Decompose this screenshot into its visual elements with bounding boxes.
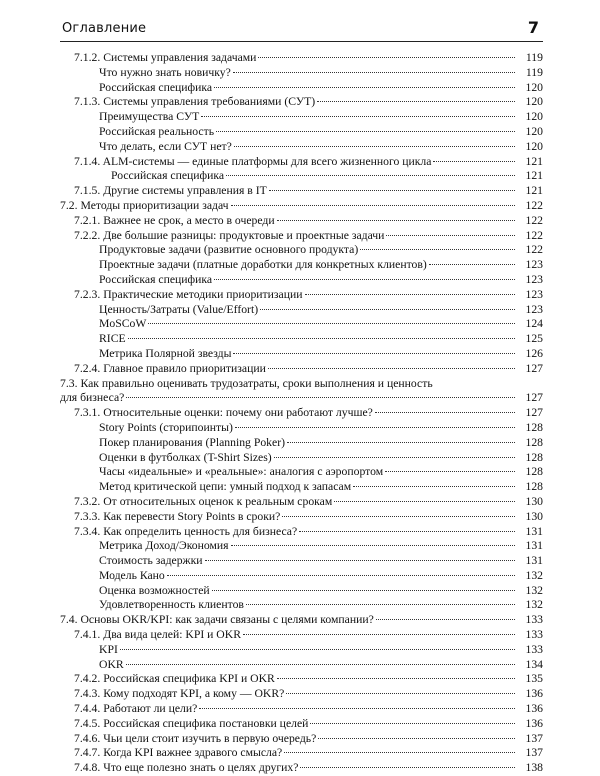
toc-entry-title: 7.2.4. Главное правило приоритизации <box>74 361 266 375</box>
toc-entry[interactable] <box>60 258 543 273</box>
dot-leader <box>128 338 515 339</box>
page-header <box>60 18 545 40</box>
dot-leader <box>274 457 515 458</box>
page-number: 7 <box>527 18 539 37</box>
toc-entry[interactable] <box>60 702 543 717</box>
toc-entry[interactable] <box>60 229 543 244</box>
toc-entry[interactable] <box>60 81 543 96</box>
toc-entry-title: 7.4. Основы OKR/KPI: как задачи связаны с целями компании? <box>60 613 374 627</box>
toc-entry-title: 7.2. Методы приоритизации задач <box>60 198 229 212</box>
toc-entry-title: Метод критической цепи: умный подход к запасам <box>99 480 352 494</box>
toc-entry[interactable] <box>60 243 543 258</box>
toc-entry[interactable] <box>60 377 543 407</box>
toc-entry-title: MoSCoW <box>99 317 147 331</box>
toc-entry[interactable] <box>60 110 543 125</box>
toc-entry[interactable] <box>60 347 543 362</box>
toc-entry-title: Покер планирования (Planning Poker) <box>99 435 285 449</box>
dot-leader <box>231 205 515 206</box>
toc-entry-title: 7.1.3. Системы управления требованиями (СУТ) <box>74 95 316 109</box>
dot-leader <box>300 767 515 768</box>
toc-entry-title: 7.1.2. Системы управления задачами <box>74 51 257 64</box>
toc-entry-title-line: 7.3. Как правильно оценивать трудозатраты, сроки выполнения и ценность <box>60 376 433 390</box>
toc-entry-title: Модель Кано <box>99 568 165 582</box>
dot-leader <box>353 486 515 487</box>
toc-entry-title: OKR <box>99 657 124 671</box>
toc-entry[interactable] <box>60 746 543 761</box>
dot-leader <box>246 604 515 605</box>
running-title: Оглавление <box>62 21 147 36</box>
dot-leader <box>376 619 515 620</box>
toc-entry-title: 7.2.1. Важнее не срок, а место в очереди <box>74 213 275 227</box>
toc-entry[interactable] <box>60 480 543 495</box>
toc-entry-page: 126 <box>525 346 543 360</box>
toc-entry[interactable] <box>60 125 543 140</box>
dot-leader <box>277 678 515 679</box>
toc-entry-page: 119 <box>525 65 543 79</box>
toc-entry[interactable] <box>60 169 543 184</box>
toc-entry-title: Оценки в футболках (T-Shirt Sizes) <box>99 450 272 464</box>
toc-entry-title: 7.4.7. Когда KPI важнее здравого смысла? <box>74 746 283 760</box>
toc-entry[interactable] <box>60 155 543 170</box>
toc-entry[interactable] <box>60 288 543 303</box>
toc-entry-page: 138 <box>525 761 543 775</box>
toc-entry-page: 121 <box>525 169 543 183</box>
toc-entry-page: 130 <box>525 494 543 508</box>
toc-entry-title: 7.4.3. Кому подходят KPI, а кому — OKR? <box>74 687 285 701</box>
dot-leader <box>360 249 515 250</box>
toc-entry-title: RICE <box>99 332 126 346</box>
toc-entry-title: 7.3.1. Относительные оценки: почему они работают лучше? <box>74 406 373 420</box>
toc-entry-title: 7.2.2. Две большие разницы: продуктовые и проектные задачи <box>74 228 385 242</box>
toc-entry[interactable] <box>60 569 543 584</box>
toc-entry[interactable] <box>60 273 543 288</box>
toc-entry-page: 120 <box>525 110 543 124</box>
toc-entry[interactable] <box>60 199 543 214</box>
toc-entry[interactable] <box>60 184 543 199</box>
toc-entry[interactable] <box>60 95 543 110</box>
toc-entry-page: 122 <box>525 228 543 242</box>
dot-leader <box>269 190 515 191</box>
dot-leader <box>233 353 515 354</box>
toc-entry-page: 137 <box>525 746 543 760</box>
toc-entry[interactable] <box>60 465 543 480</box>
toc-entry-title: Российская специфика <box>99 80 213 94</box>
dot-leader <box>268 368 515 369</box>
header-rule <box>60 41 543 42</box>
toc-entry-page: 135 <box>525 672 543 686</box>
dot-leader <box>167 575 515 576</box>
toc-entry-title: Проектные задачи (платные доработки для конкретных клиентов) <box>99 258 427 272</box>
toc-entry-page: 132 <box>525 568 543 582</box>
toc-entry[interactable] <box>60 539 543 554</box>
dot-leader <box>258 57 515 58</box>
dot-leader <box>310 723 515 724</box>
dot-leader <box>282 516 515 517</box>
toc-entry-page: 120 <box>525 95 543 109</box>
toc-entry-page: 123 <box>525 287 543 301</box>
dot-leader <box>375 412 515 413</box>
toc-entry-title: 7.4.6. Чьи цели стоит изучить в первую очередь? <box>74 731 317 745</box>
toc-entry-page: 119 <box>525 51 543 64</box>
toc-entry[interactable] <box>60 584 543 599</box>
dot-leader <box>231 545 515 546</box>
toc-entry-page: 120 <box>525 124 543 138</box>
toc-entry[interactable] <box>60 613 543 628</box>
toc-entry-page: 123 <box>525 258 543 272</box>
toc-entry[interactable] <box>60 717 543 732</box>
dot-leader <box>386 235 515 236</box>
toc-entry[interactable] <box>60 317 543 332</box>
dot-leader <box>214 279 515 280</box>
toc-entry-title: 7.1.5. Другие системы управления в IT <box>74 184 267 198</box>
toc-entry[interactable] <box>60 643 543 658</box>
toc-entry-title: 7.3.4. Как определить ценность для бизнеса? <box>74 524 298 538</box>
toc-entry-title: Что нужно знать новичку? <box>99 65 231 79</box>
toc-entry[interactable] <box>60 362 543 377</box>
dot-leader <box>429 264 515 265</box>
toc-entry[interactable] <box>60 687 543 702</box>
toc-entry-page: 128 <box>525 480 543 494</box>
toc-entry-title: Стоимость задержки <box>99 554 203 568</box>
toc-entry-title: для бизнеса? <box>60 391 125 405</box>
toc-entry-page: 132 <box>525 598 543 612</box>
toc-entry-page: 128 <box>525 435 543 449</box>
toc-entry-page: 125 <box>525 332 543 346</box>
dot-leader <box>148 323 515 324</box>
toc-entry[interactable] <box>60 495 543 510</box>
toc-entry-title: 7.3.2. От относительных оценок к реальным срокам <box>74 494 333 508</box>
toc-entry-page: 124 <box>525 317 543 331</box>
toc-entry-title: 7.2.3. Практические методики приоритизации <box>74 287 303 301</box>
toc-entry-page: 131 <box>525 524 543 538</box>
toc-entry-page: 128 <box>525 465 543 479</box>
toc-entry-page: 123 <box>525 272 543 286</box>
toc-entry[interactable] <box>60 554 543 569</box>
toc-entry-title: 7.4.5. Российская специфика постановки целей <box>74 716 309 730</box>
dot-leader <box>318 738 515 739</box>
dot-leader <box>433 161 515 162</box>
toc-entry-title: Часы «идеальные» и «реальные»: аналогия с аэропортом <box>99 465 384 479</box>
toc-entry-page: 134 <box>525 657 543 671</box>
toc-entry-page: 127 <box>525 391 543 405</box>
toc-entry[interactable] <box>60 436 543 451</box>
toc-entry[interactable] <box>60 421 543 436</box>
dot-leader <box>287 442 515 443</box>
toc-entry-title: Преимущества СУТ <box>99 110 200 124</box>
dot-leader <box>385 471 515 472</box>
dot-leader <box>126 664 515 665</box>
toc-entry-page: 131 <box>525 554 543 568</box>
toc-entry[interactable] <box>60 761 543 776</box>
toc-entry-page: 121 <box>525 184 543 198</box>
dot-leader <box>226 175 515 176</box>
toc-entry-title: Российская специфика <box>111 169 225 183</box>
toc-entry-page: 128 <box>525 450 543 464</box>
toc-entry-page: 127 <box>525 406 543 420</box>
toc-entry-title: Метрика Полярной звезды <box>99 346 232 360</box>
toc-entry-page: 136 <box>525 716 543 730</box>
toc-entry[interactable] <box>60 510 543 525</box>
dot-leader <box>214 87 515 88</box>
toc-entry-page: 133 <box>525 642 543 656</box>
dot-leader <box>212 590 515 591</box>
dot-leader <box>317 101 515 102</box>
toc-entry-page: 132 <box>525 583 543 597</box>
toc-entry-title: Метрика Доход/Экономия <box>99 539 229 553</box>
dot-leader <box>126 397 515 398</box>
toc-entry-title: Ценность/Затраты (Value/Effort) <box>99 302 259 316</box>
dot-leader <box>305 294 516 295</box>
dot-leader <box>299 531 515 532</box>
toc-entry-page: 127 <box>525 361 543 375</box>
dot-leader <box>120 649 515 650</box>
toc-entry[interactable] <box>60 732 543 747</box>
toc-entry-title: Российская специфика <box>99 272 213 286</box>
toc-entry-page: 121 <box>525 154 543 168</box>
toc-entry-title: Российская реальность <box>99 124 215 138</box>
toc-entry-title: KPI <box>99 642 118 656</box>
toc-entry-page: 120 <box>525 139 543 153</box>
toc-entry-title: 7.1.4. ALM-системы — единые платформы для всего жизненного цикла <box>74 154 432 168</box>
toc-entry[interactable] <box>60 672 543 687</box>
dot-leader <box>284 752 515 753</box>
dot-leader <box>277 220 515 221</box>
toc-entry-page: 123 <box>525 302 543 316</box>
toc-entry-title: Story Points (сторипоинты) <box>99 420 233 434</box>
toc-entry[interactable] <box>60 214 543 229</box>
toc-entry[interactable] <box>60 51 543 66</box>
toc-entry-page: 133 <box>525 628 543 642</box>
toc-entry[interactable] <box>60 66 543 81</box>
dot-leader <box>199 708 515 709</box>
toc-entry-page: 122 <box>525 213 543 227</box>
toc-entry-title: 7.4.1. Два вида целей: KPI и OKR <box>74 628 241 642</box>
toc-entry[interactable] <box>60 303 543 318</box>
toc-entry[interactable] <box>60 406 543 421</box>
toc-entry-page: 130 <box>525 509 543 523</box>
toc-entry-title: 7.4.8. Что еще полезно знать о целях других? <box>74 761 299 775</box>
toc-entry-page: 122 <box>525 198 543 212</box>
toc-entry-title: Что делать, если СУТ нет? <box>99 139 232 153</box>
toc-entry-page: 122 <box>525 243 543 257</box>
dot-leader <box>235 427 515 428</box>
toc-entry[interactable] <box>60 658 543 673</box>
dot-leader <box>234 146 515 147</box>
dot-leader <box>233 72 515 73</box>
toc-entry-page: 136 <box>525 687 543 701</box>
toc-entry[interactable] <box>60 628 543 643</box>
toc-entry-page: 131 <box>525 539 543 553</box>
toc-entry-title: 7.3.3. Как перевести Story Points в сроки? <box>74 509 281 523</box>
toc-entry-page: 136 <box>525 702 543 716</box>
dot-leader <box>334 501 515 502</box>
toc-entry[interactable] <box>60 525 543 540</box>
dot-leader <box>216 131 515 132</box>
toc-entry-title: 7.4.4. Работают ли цели? <box>74 702 198 716</box>
dot-leader <box>243 634 515 635</box>
toc-entry[interactable] <box>60 140 543 155</box>
toc-entry-title: Продуктовые задачи (развитие основного продукта) <box>99 243 359 257</box>
dot-leader <box>201 116 515 117</box>
toc-entry-title: Удовлетворенность клиентов <box>99 598 244 612</box>
toc-entry-title: Оценка возможностей <box>99 583 210 597</box>
dot-leader <box>286 693 515 694</box>
toc-entry-page: 128 <box>525 420 543 434</box>
table-of-contents <box>60 51 543 776</box>
toc-entry-page: 120 <box>525 80 543 94</box>
toc-entry-title: 7.4.2. Российская специфика KPI и OKR <box>74 672 275 686</box>
toc-entry[interactable] <box>60 332 543 347</box>
dot-leader <box>260 309 515 310</box>
dot-leader <box>205 560 515 561</box>
toc-entry-page: 133 <box>525 613 543 627</box>
toc-entry[interactable] <box>60 598 543 613</box>
toc-entry[interactable] <box>60 451 543 466</box>
toc-entry-page: 137 <box>525 731 543 745</box>
